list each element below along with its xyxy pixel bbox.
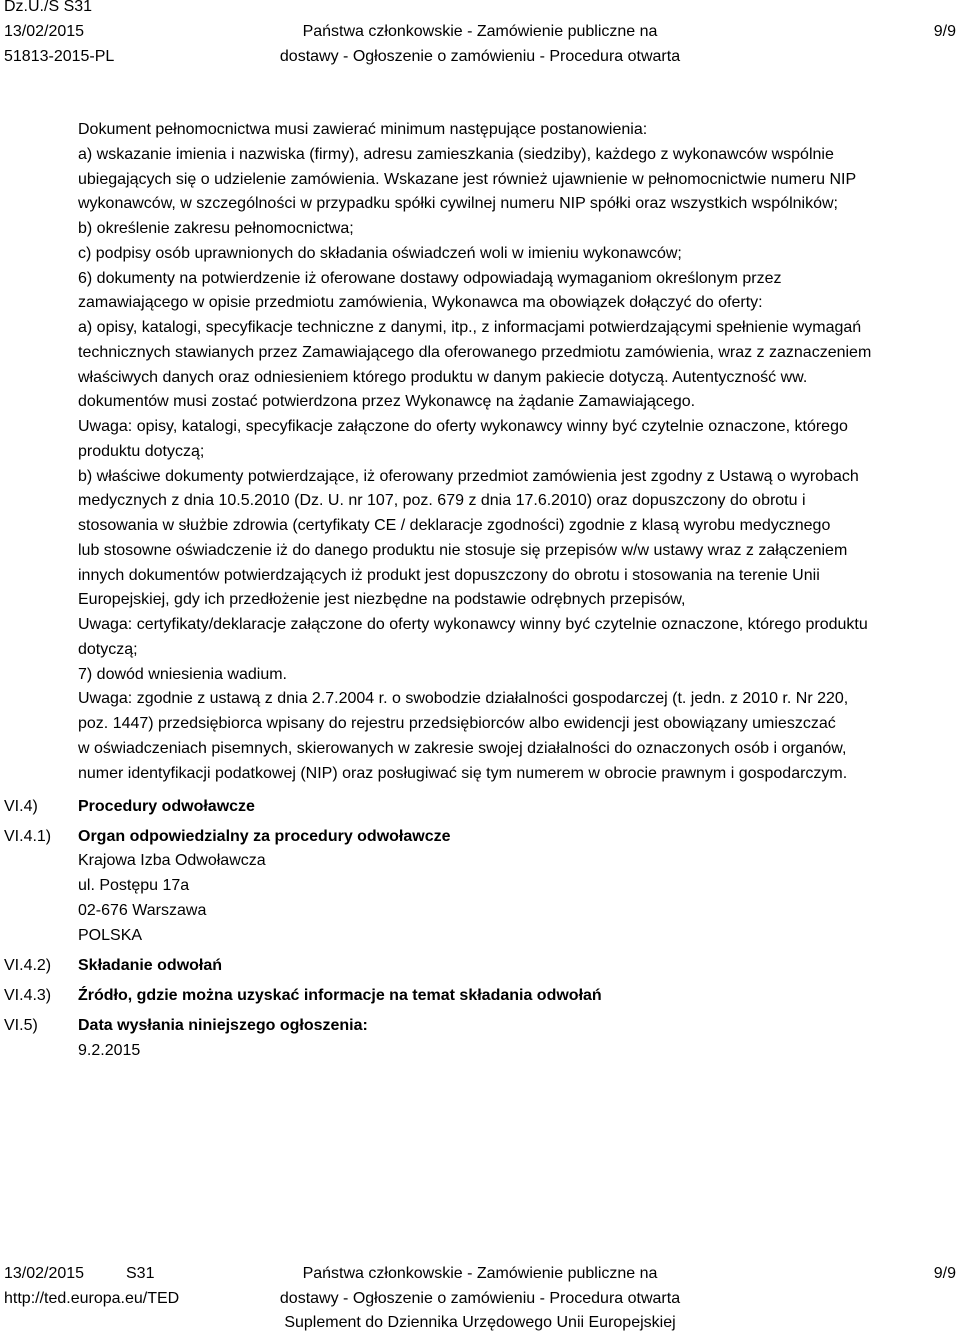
review-body-city: 02-676 Warszawa [78,902,207,919]
section-title-vi42: Składanie odwołań [78,957,223,974]
review-body-street: ul. Postępu 17a [78,877,190,894]
body-line: ubiegających się o udzielenie zamówienia. Wskazane jest również ujawnienie w pełnomocnictwie numeru NIP [78,170,857,188]
body-line: poz. 1447) przedsiębiorca wpisany do rejestru przedsiębiorców albo ewidencji jest obowiązany umieszczać [78,715,836,732]
section-title-vi43: Źródło, gdzie można uzyskać informacje na temat składania odwołań [78,987,602,1004]
footer-page-number: 9/9 [933,1265,956,1282]
body-line: 7) dowód wniesienia wadium. [78,665,287,683]
body-line: Uwaga: zgodnie z ustawą z dnia 2.7.2004 r. o swobodzie działalności gospodarczej (t. jedn. z 2010 r. Nr 220, [78,690,849,708]
body-line: produktu dotyczą; [78,442,205,460]
header-page-number: 9/9 [933,23,956,40]
body-line: 6) dokumenty na potwierdzenie iż oferowane dostawy odpowiadają wymaganiom określonym przez [78,269,782,287]
body-line: Europejskiej, gdy ich przedłożenie jest niezbędne na podstawie odrębnych przepisów, [78,591,686,609]
footer-series: S31 [126,1265,155,1282]
section-number-vi43: VI.4.3) [4,987,52,1004]
section-number-vi41: VI.4.1) [4,828,52,845]
footer-title-line3: Suplement do Dziennika Urzędowego Unii Europejskiej [284,1314,676,1331]
header-title-line2: dostawy - Ogłoszenie o zamówieniu - Procedura otwarta [279,48,681,65]
header-title-line1: Państwa członkowskie - Zamówienie publiczne na [302,23,658,40]
body-line: Dokument pełnomocnictwa musi zawierać minimum następujące postanowienia: [78,121,648,138]
body-line: Uwaga: opisy, katalogi, specyfikacje załączone do oferty wykonawcy winny być czytelnie oznaczone, którego [78,418,848,435]
body-line: zamawiającego w opisie przedmiotu zamówienia, Wykonawca ma obowiązek dołączyć do oferty: [78,294,763,312]
section-title-vi4: Procedury odwoławcze [78,798,255,815]
header-date: 13/02/2015 [4,23,85,40]
footer-title-line1: Państwa członkowskie - Zamówienie publiczne na [302,1265,658,1282]
section-title-vi41: Organ odpowiedzialny za procedury odwoławcze [78,828,451,845]
body-line: dokumentów musi zostać potwierdzona przez Wykonawcę na żądanie Zamawiającego. [78,393,696,411]
body-line: stosowania w służbie zdrowia (certyfikaty CE / deklaracje zgodności) zgodnie z klasą wyrobu medycznego [78,517,831,534]
body-line: a) opisy, katalogi, specyfikacje techniczne z danymi, itp., z informacjami potwierdzającymi spełnienie wymagań [78,319,862,336]
body-line: medycznych z dnia 10.5.2010 (Dz. U. nr 107, poz. 679 z dnia 17.6.2010) oraz dopuszczony do obrotu i [78,492,806,510]
body-line: Uwaga: certyfikaty/deklaracje załączone do oferty wykonawcy winny być czytelnie oznaczone, którego produktu [78,616,868,633]
body-line: wykonawców, w szczególności w przypadku spółki cywilnej numeru NIP spółki oraz wszystkich wspólników; [78,195,838,213]
body-line: b) właściwe dokumenty potwierdzające, iż oferowany przedmiot zamówienia jest zgodny z Ustawą o wyrobach [78,467,859,485]
body-line: w oświadczeniach pisemnych, skierowanych w zakresie swojej działalności do oznaczonych osób i organów, [78,739,847,757]
section-number-vi4: VI.4) [4,798,38,815]
notice-number: 51813-2015-PL [4,48,115,65]
body-line: c) podpisy osób uprawnionych do składania oświadczeń woli w imieniu wykonawców; [78,244,682,262]
body-line: numer identyfikacji podatkowej (NIP) oraz posługiwać się tym numerem w obrocie prawnym i gospodarczym. [78,764,848,782]
footer-url[interactable]: http://ted.europa.eu/TED [4,1290,180,1307]
body-line: właściwych danych oraz odniesieniem którego produktu w danym pakiecie dotyczą. Autentyczność ww. [78,368,808,386]
journal-ref: Dz.U./S S31 [4,0,93,15]
section-number-vi5: VI.5) [4,1017,38,1034]
section-number-vi42: VI.4.2) [4,957,52,974]
footer-title-line2: dostawy - Ogłoszenie o zamówieniu - Procedura otwarta [279,1290,681,1307]
footer-date: 13/02/2015 [4,1265,85,1282]
body-line: dotyczą; [78,640,138,658]
review-body-name: Krajowa Izba Odwoławcza [78,852,266,869]
body-line: innych dokumentów potwierdzających iż produkt jest dopuszczony do obrotu i stosowania na terenie Unii [78,566,820,584]
body-line: a) wskazanie imienia i nazwiska (firmy), adresu zamieszkania (siedziby), każdego z wykonawców wspólnie [78,145,834,163]
dispatch-date: 9.2.2015 [78,1042,141,1059]
section-title-vi5: Data wysłania niniejszego ogłoszenia: [78,1017,368,1034]
body-line: b) określenie zakresu pełnomocnictwa; [78,220,354,237]
body-line: lub stosowne oświadczenie iż do danego produktu nie stosuje się przepisów w/w ustawy wraz z załączeniem [78,541,848,559]
body-line: technicznych stawianych przez Zamawiającego dla oferowanego przedmiotu zamówienia, wraz z zaznaczeniem [78,343,872,361]
body-text [78,118,956,786]
review-body-country: POLSKA [78,927,143,944]
